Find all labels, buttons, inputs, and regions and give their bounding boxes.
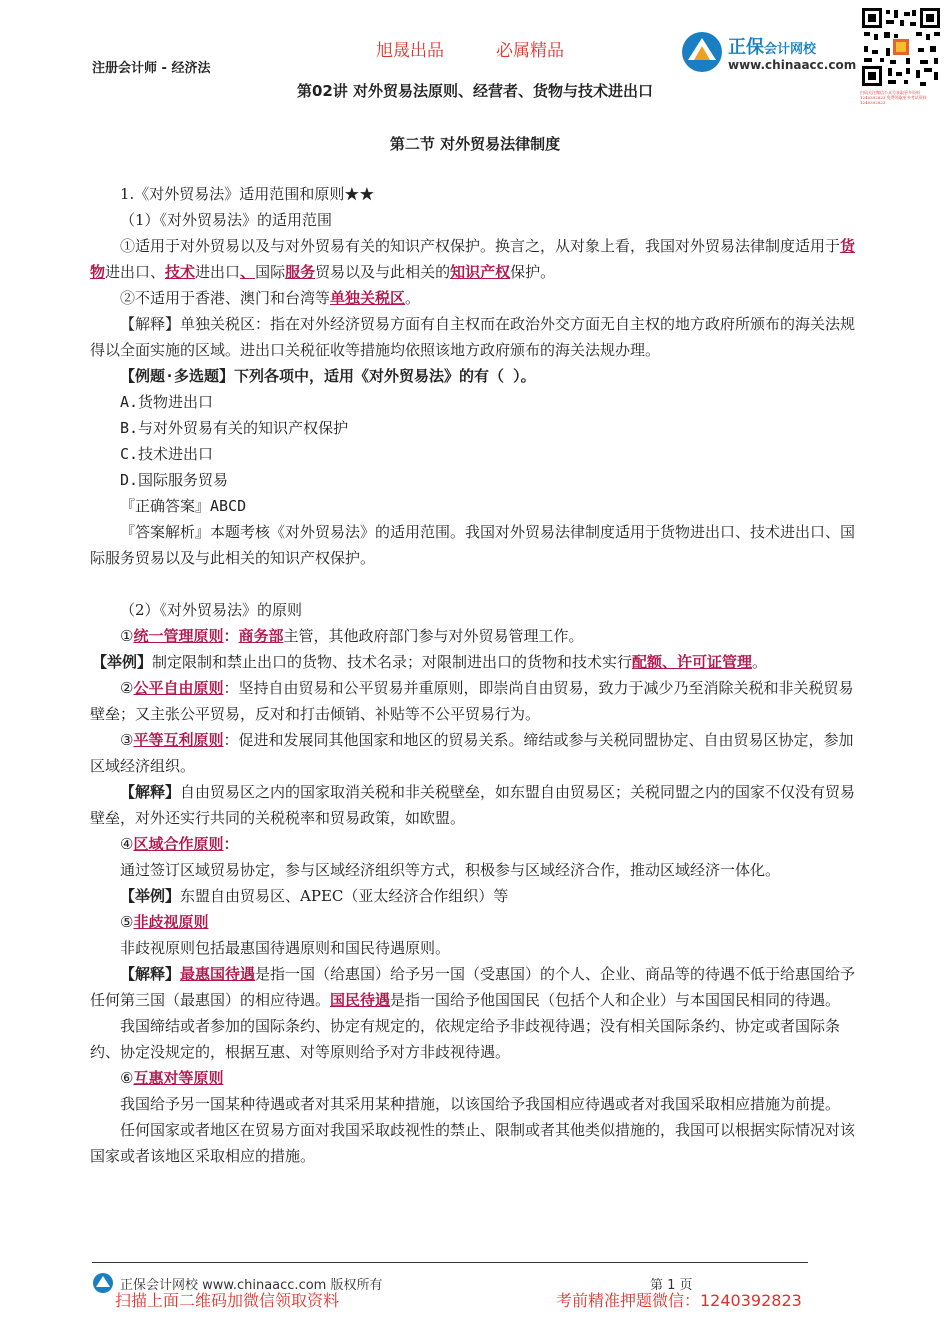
logo-url: www.chinaacc.com [728,58,857,72]
answer-analysis: 『答案解析』本题考核《对外贸易法》的适用范围。我国对外贸易法律制度适用于货物进出口、技术进出口、国际服务贸易以及与此相关的知识产权保护。 [90,523,856,567]
logo-name: 正保会计网校 [728,37,817,58]
top-title-1: 旭晟出品 [376,41,444,61]
option-b: B.与对外贸易有关的知识产权保护 [120,419,349,437]
qr-code-icon [860,6,942,88]
scope-para-2: ②不适用于香港、澳门和台湾等单独关税区。 [120,289,421,307]
principle-1: ①统一管理原则：商务部主管，其他政府部门参与对外贸易管理工作。 [120,627,584,645]
principle-5: ⑤非歧视原则 [120,913,209,931]
principle-5-para: 我国缔结或者参加的国际条约、协定有规定的，依规定给予非歧视待遇；没有相关国际条约、协定或者国际条约、协定没规定的，根据互惠、对等原则给予对方非歧视待遇。 [90,1017,841,1061]
principle-4-example: 【举例】东盟自由贸易区、APEC（亚太经济合作组织）等 [120,887,509,905]
principle-6-para-1: 我国给予另一国某种待遇或者对其采用某种措施，以该国给予我国相应待遇或者对我国采取相应措施为前提。 [120,1095,841,1113]
heading-1: 1.《对外贸易法》适用范围和原则★★ [120,185,375,203]
promo-left: 扫描上面二维码加微信领取资料 [115,1291,340,1310]
main-content [90,181,862,1169]
principle-5-text: 非歧视原则包括最惠国待遇原则和国民待遇原则。 [120,939,451,957]
principle-6: ⑥互惠对等原则 [120,1069,224,1087]
option-c: C.技术进出口 [120,445,214,463]
example-question: 【例题·多选题】下列各项中，适用《对外贸易法》的有（ ）。 [120,367,536,385]
promo-right: 考前精准押题微信：1240392823 [556,1291,802,1310]
section-title: 第二节 对外贸易法律制度 [389,135,561,153]
qr-caption: 扫码关注微信公众号获取更多资料 1240392823 免费领取更多考试资料 1240392823 [860,90,927,105]
principle-5-explanation: 【解释】最惠国待遇是指一国（给惠国）给予另一国（受惠国）的个人、企业、商品等的待遇不低于给惠国给予任何第三国（最惠国）的相应待遇。国民待遇是指一国给予他国国民（包括个人和企业）与本国国民相同的待遇。 [90,965,856,1009]
correct-answer: 『正确答案』ABCD [120,497,247,515]
top-title-2: 必属精品 [496,41,564,61]
principle-4: ④区域合作原则： [120,835,239,853]
subheading-scope: （1）《对外贸易法》的适用范围 [120,211,333,229]
option-a: A.货物进出口 [120,393,214,411]
principle-4-text: 通过签订区域贸易协定，参与区域经济组织等方式，积极参与区域经济合作，推动区域经济一体化。 [120,861,781,879]
principle-6-para-2: 任何国家或者地区在贸易方面对我国采取歧视性的禁止、限制或者其他类似措施的，我国可以根据实际情况对该国家或者该地区采取相应的措施。 [90,1121,856,1165]
footer-copyright: 正保会计网校 www.chinaacc.com 版权所有 [120,1278,383,1293]
footer-logo-icon [92,1272,114,1294]
principle-3-explanation: 【解释】自由贸易区之内的国家取消关税和非关税壁垒，如东盟自由贸易区；关税同盟之内的国家不仅没有贸易壁垒，对外还实行共同的关税税率和贸易政策，如欧盟。 [90,783,856,827]
subheading-principles: （2）《对外贸易法》的原则 [120,601,303,619]
scope-para-1: ①适用于对外贸易以及与对外贸易有关的知识产权保护。换言之，从对象上看，我国对外贸易法律制度适用于货物进出口、技术进出口、国际服务贸易以及与此相关的知识产权保护。 [90,237,856,281]
footer-page-number: 第 1 页 [650,1278,693,1293]
footer-divider [92,1262,808,1263]
lecture-title: 第02讲 对外贸易法原则、经营者、货物与技术进出口 [296,82,654,100]
course-name: 注册会计师 - 经济法 [92,61,211,76]
explanation-customs: 【解释】单独关税区：指在对外经济贸易方面有自主权而在政治外交方面无自主权的地方政府所颁布的海关法规得以全面实施的区域。进出口关税征收等措施均依照该地方政府颁布的海关法规办理。 [90,315,856,359]
principle-3: ③平等互利原则：促进和发展同其他国家和地区的贸易关系。缔结或参与关税同盟协定、自由贸易区协定，参加区域经济组织。 [90,731,854,775]
principle-1-example: 【举例】制定限制和禁止出口的货物、技术名录；对限制进出口的货物和技术实行配额、许可证管理。 [92,653,768,671]
logo-icon [678,30,726,74]
principle-2: ②公平自由原则：坚持自由贸易和公平贸易并重原则，即崇尚自由贸易，致力于减少乃至消除关税和非关税贸易壁垒；又主张公平贸易，反对和打击倾销、补贴等不公平贸易行为。 [90,679,854,723]
option-d: D.国际服务贸易 [120,471,229,489]
